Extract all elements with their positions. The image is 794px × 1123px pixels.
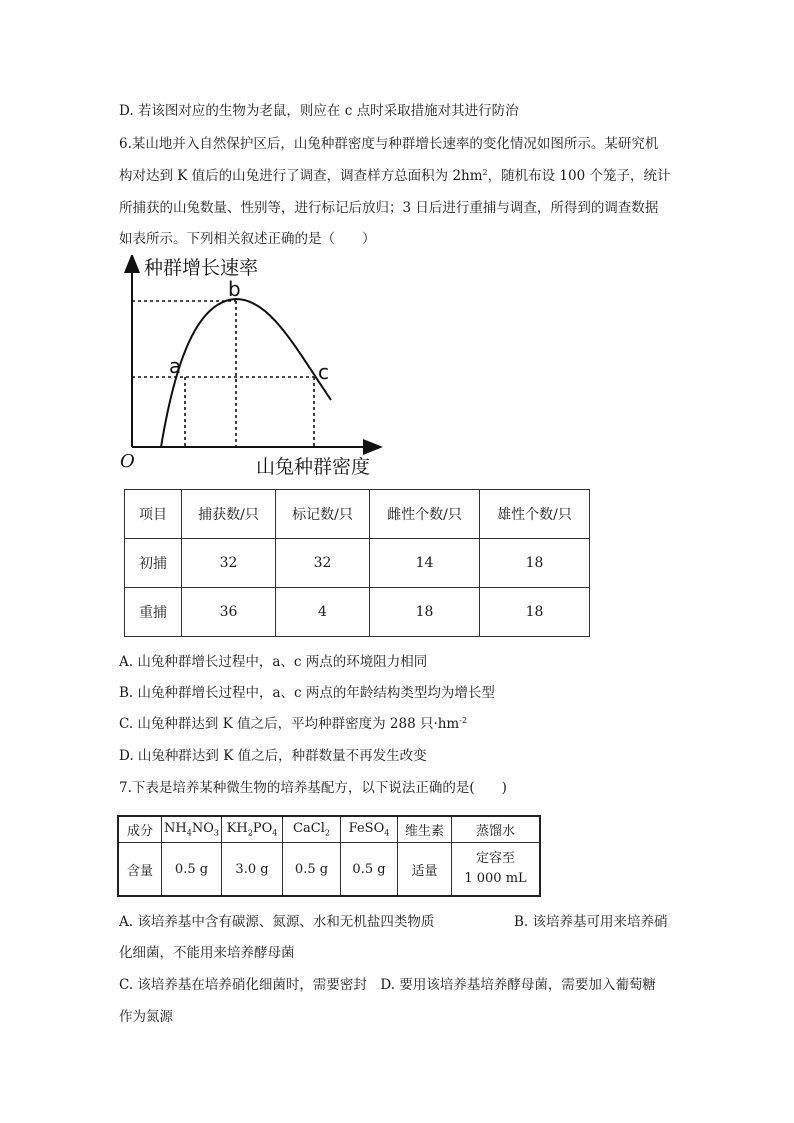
table-header-cell xyxy=(222,816,283,843)
q6-stem-line2-pre: 构对达到 K 值后的山兔进行了调查，调查样方总面积为 2hm xyxy=(119,168,483,184)
origin-label: O xyxy=(120,451,135,472)
q6-option-c xyxy=(119,714,467,734)
q6-option-c-sup: -2 xyxy=(459,716,468,725)
q7-option-d-cont: 作为氮源 xyxy=(119,1009,173,1025)
table-cell: 含量 xyxy=(118,843,162,897)
q6-stem-line4: 如表所示。下列相关叙述正确的是（ ） xyxy=(119,231,376,247)
table-cell: 32 xyxy=(276,539,370,588)
culture-medium-table xyxy=(117,815,541,897)
prev-option-d: D. 若该图对应的生物为老鼠，则应在 c 点时采取措施对其进行防治 xyxy=(119,103,519,119)
formula-part: NO xyxy=(191,821,214,837)
formula-part: NH xyxy=(164,821,187,837)
table-cell: 14 xyxy=(370,539,480,588)
y-axis-label: 种群增长速率 xyxy=(144,257,259,279)
q6-stem-line1: 6.某山地并入自然保护区后，山兔种群密度与种群增长速率的变化情况如图所示。某研究机 xyxy=(119,136,659,152)
formula-part: KH xyxy=(226,821,248,837)
table-cell: 18 xyxy=(370,588,480,637)
x-axis-label: 山兔种群密度 xyxy=(256,456,371,478)
point-b-label: b xyxy=(228,277,241,301)
q7-option-b: B. 该培养基可用来培养硝 xyxy=(514,914,668,930)
point-c-label: c xyxy=(318,360,329,384)
formula-sub: 2 xyxy=(247,828,253,838)
formula-part: PO xyxy=(252,821,273,837)
formula-sub: 3 xyxy=(213,828,219,838)
q6-stem-line2 xyxy=(119,166,671,186)
table-header-cell xyxy=(162,816,222,843)
table-cell: 0.5 g xyxy=(162,843,222,897)
table-cell: 初捕 xyxy=(125,539,182,588)
q6-stem-line3: 所捕获的山兔数量、性别等，进行标记后放归；3 日后进行重捕与调查，所得到的调查数据 xyxy=(119,200,659,216)
table-cell: 32 xyxy=(182,539,276,588)
table-header-cell xyxy=(341,816,398,843)
table-row xyxy=(118,843,540,897)
table-cell: 36 xyxy=(182,588,276,637)
table-header-cell: 蒸馏水 xyxy=(452,816,541,843)
q6-option-c-text: C. 山兔种群达到 K 值之后，平均种群密度为 288 只·hm xyxy=(119,716,460,732)
table-cell: 4 xyxy=(276,588,370,637)
formula-sub: 4 xyxy=(186,828,192,838)
table-header-row xyxy=(118,816,540,843)
q6-stem-line2-post: ，随机布设 100 个笼子，统计 xyxy=(487,168,671,184)
formula-sub: 2 xyxy=(324,828,330,838)
formula-part: CaCl xyxy=(293,821,325,837)
table-header-cell: 雄性个数/只 xyxy=(480,490,590,539)
q6-area-unit-sup: 2 xyxy=(482,168,488,177)
table-header-cell: 项目 xyxy=(125,490,182,539)
growth-rate-graph xyxy=(115,255,385,480)
table-header-cell: 标记数/只 xyxy=(276,490,370,539)
q7-stem: 7.下表是培养某种微生物的培养基配方，以下说法正确的是( ) xyxy=(119,780,507,796)
q7-option-a: A. 该培养基中含有碳源、氮源、水和无机盐四类物质 xyxy=(119,914,435,930)
table-cell: 重捕 xyxy=(125,588,182,637)
table-cell: 适量 xyxy=(398,843,452,897)
table-cell: 18 xyxy=(480,539,590,588)
table-row xyxy=(125,539,590,588)
formula-sub: 4 xyxy=(272,828,278,838)
table-header-cell: 雌性个数/只 xyxy=(370,490,480,539)
q7-option-c-d: C. 该培养基在培养硝化细菌时，需要密封 D. 要用该培养基培养酵母菌，需要加入葡萄糖 xyxy=(119,977,656,993)
table-header-cell: 成分 xyxy=(118,816,162,843)
table-cell: 0.5 g xyxy=(283,843,341,897)
q6-option-b: B. 山兔种群增长过程中，a、c 两点的年龄结构类型均为增长型 xyxy=(119,685,495,701)
table-header-cell: 维生素 xyxy=(398,816,452,843)
table-header-cell: 捕获数/只 xyxy=(182,490,276,539)
q7-option-b-cont: 化细菌，不能用来培养酵母菌 xyxy=(119,945,295,961)
survey-data-table xyxy=(124,489,590,637)
table-cell: 0.5 g xyxy=(341,843,398,897)
formula-part: FeSO xyxy=(348,821,385,837)
q6-option-a: A. 山兔种群增长过程中，a、c 两点的环境阻力相同 xyxy=(119,654,428,670)
q6-option-d: D. 山兔种群达到 K 值之后，种群数量不再发生改变 xyxy=(119,748,427,764)
table-cell: 18 xyxy=(480,588,590,637)
table-header-row xyxy=(125,490,590,539)
table-row xyxy=(125,588,590,637)
table-header-cell xyxy=(283,816,341,843)
table-cell: 定容至 1 000 mL xyxy=(452,843,541,897)
table-cell: 3.0 g xyxy=(222,843,283,897)
growth-rate-curve xyxy=(161,299,331,447)
point-a-label: a xyxy=(169,354,182,378)
formula-sub: 4 xyxy=(384,828,390,838)
